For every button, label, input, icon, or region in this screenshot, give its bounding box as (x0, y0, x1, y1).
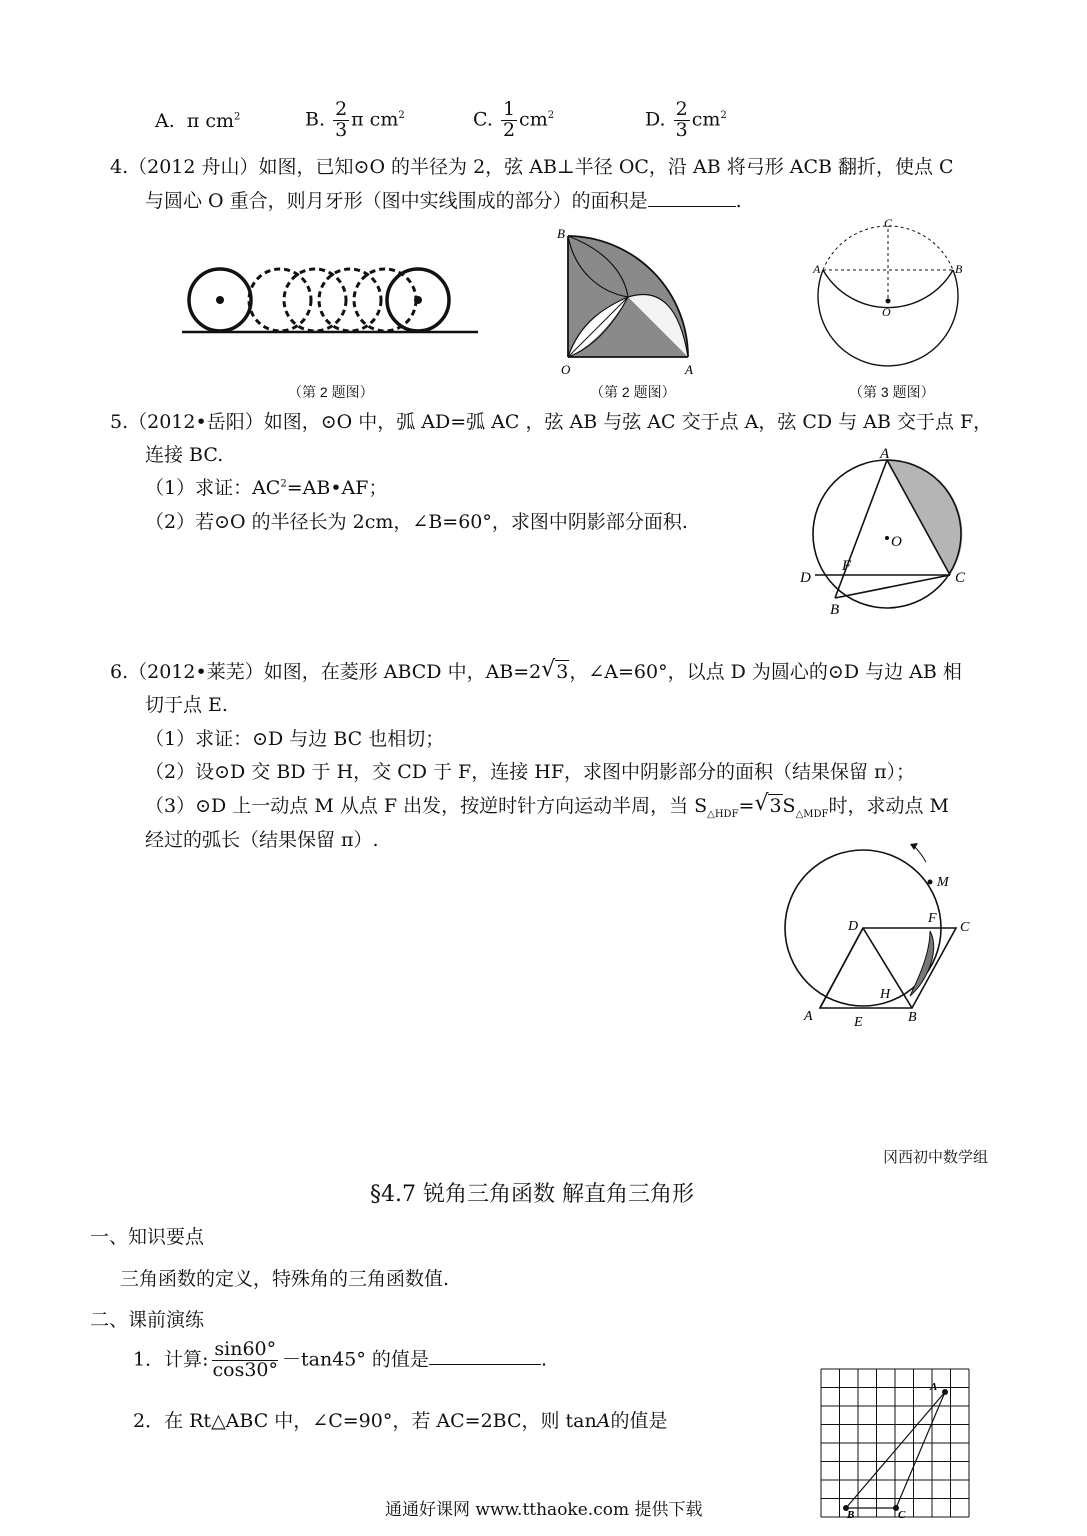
label-b: B (908, 1010, 917, 1025)
q5-part2: （2）若⊙O 的半径长为 2cm，∠B=60°，求图中阴影部分面积. (145, 511, 688, 533)
label-c: C (884, 216, 893, 230)
q6-line2: 切于点 E. (145, 694, 228, 716)
caption-fig3: （第 3 题图） (849, 384, 935, 400)
label-d: D (848, 919, 859, 934)
option-c: C. $\frac{1}{2}$ $cm^2$ (473, 98, 555, 141)
label-a: A (813, 262, 821, 276)
q4-answer-blank[interactable] (648, 188, 736, 207)
label-o: O (561, 362, 571, 377)
label-c: C (955, 570, 966, 586)
quarter-circle-figure (555, 222, 705, 382)
page-footer: 通通好课网 www.tthaoke.com 提供下载 (385, 1500, 703, 1520)
q4-line1: 4.（2012 舟山）如图，已知⊙O 的半径为 2，弦 AB⊥半径 OC，沿 AB 将弓形 ACB 翻折，使点 C (110, 156, 954, 178)
q5-line2: 连接 BC. (145, 444, 224, 466)
q5-circle-figure (795, 440, 975, 620)
label-c: C (960, 920, 970, 935)
label-a: A (930, 1381, 938, 1393)
label-c: C (898, 1509, 906, 1521)
label-a: A (685, 362, 693, 377)
q4-line2: 与圆心 O 重合，则月牙形（图中实线围成的部分）的面积是 . (145, 190, 742, 212)
q6-rhombus-figure (780, 840, 980, 1035)
grid-triangle-figure (818, 1366, 973, 1521)
q6-part3: （3）⊙D 上一动点 M 从点 F 出发，按逆时针方向运动半周，当 $S_{\triangle HDF}=$ √ $3S_{\triangle MDF}$时，求动点 M (145, 791, 949, 820)
q6-part3-line2: 经过的弧长（结果保留 π）. (145, 829, 379, 851)
practice-2: 2．在 Rt△ABC 中，∠C=90°，若 AC=2BC，则 tanA的值是 (133, 1410, 668, 1432)
section-title: §4.7 锐角三角函数 解直角三角形 (370, 1182, 694, 1207)
q5-line1: 5.（2012•岳阳）如图，⊙O 中，弧 AD=弧 AC ，弦 AB 与弦 AC 交于点 A，弦 CD 与 AB 交于点 F， (110, 411, 993, 433)
label-h: H (880, 987, 891, 1002)
caption-fig1: （第 2 题图） (288, 384, 374, 400)
q6-part2: （2）设⊙D 交 BD 于 H，交 CD 于 F，连接 HF，求图中阴影部分的面积（结果保留 π）； (145, 761, 916, 783)
knowledge-text: 三角函数的定义，特殊角的三角函数值. (120, 1268, 450, 1290)
caption-fig2: （第 2 题图） (590, 384, 676, 400)
label-d: D (800, 570, 811, 586)
q5-part1: （1）求证：$AC^2=AB•AF$； (145, 477, 388, 499)
label-e: E (854, 1015, 863, 1030)
q6-line1: 6.（2012•莱芜）如图，在菱形 ABCD 中，AB=2 √ 3，∠A=60°，以点 D 为圆心的⊙D 与边 AB 相 (110, 657, 962, 683)
rolling-circles-figure (180, 258, 480, 338)
q6-part1: （1）求证：⊙D 与边 BC 也相切； (145, 728, 445, 750)
footer-group: 冈西初中数学组 (883, 1149, 989, 1166)
label-b: B (847, 1509, 855, 1521)
option-a: A. π $cm^2$ (155, 110, 241, 132)
label-a: A (880, 446, 890, 462)
label-m: M (937, 875, 949, 890)
label-o: O (891, 534, 902, 550)
option-b: B. $\frac{2}{3}$ π $cm^2$ (305, 98, 405, 141)
practice-1-answer-blank[interactable] (429, 1346, 541, 1365)
heading-knowledge: 一、知识要点 (90, 1226, 205, 1248)
label-b: B (955, 262, 963, 276)
label-a: A (804, 1009, 813, 1024)
option-d: D. $\frac{2}{3}$ $cm^2$ (645, 98, 727, 141)
practice-1: 1．计算: $\frac{\sin 60^\circ}{\cos 30^\circ}$ －tan45° 的值是 . (133, 1338, 547, 1381)
label-o: O (882, 305, 891, 319)
heading-practice: 二、课前演练 (90, 1309, 205, 1331)
label-f: F (842, 558, 852, 574)
label-b: B (557, 226, 565, 241)
folded-circle-figure (808, 215, 968, 375)
label-f: F (928, 911, 937, 926)
label-b: B (830, 602, 840, 618)
